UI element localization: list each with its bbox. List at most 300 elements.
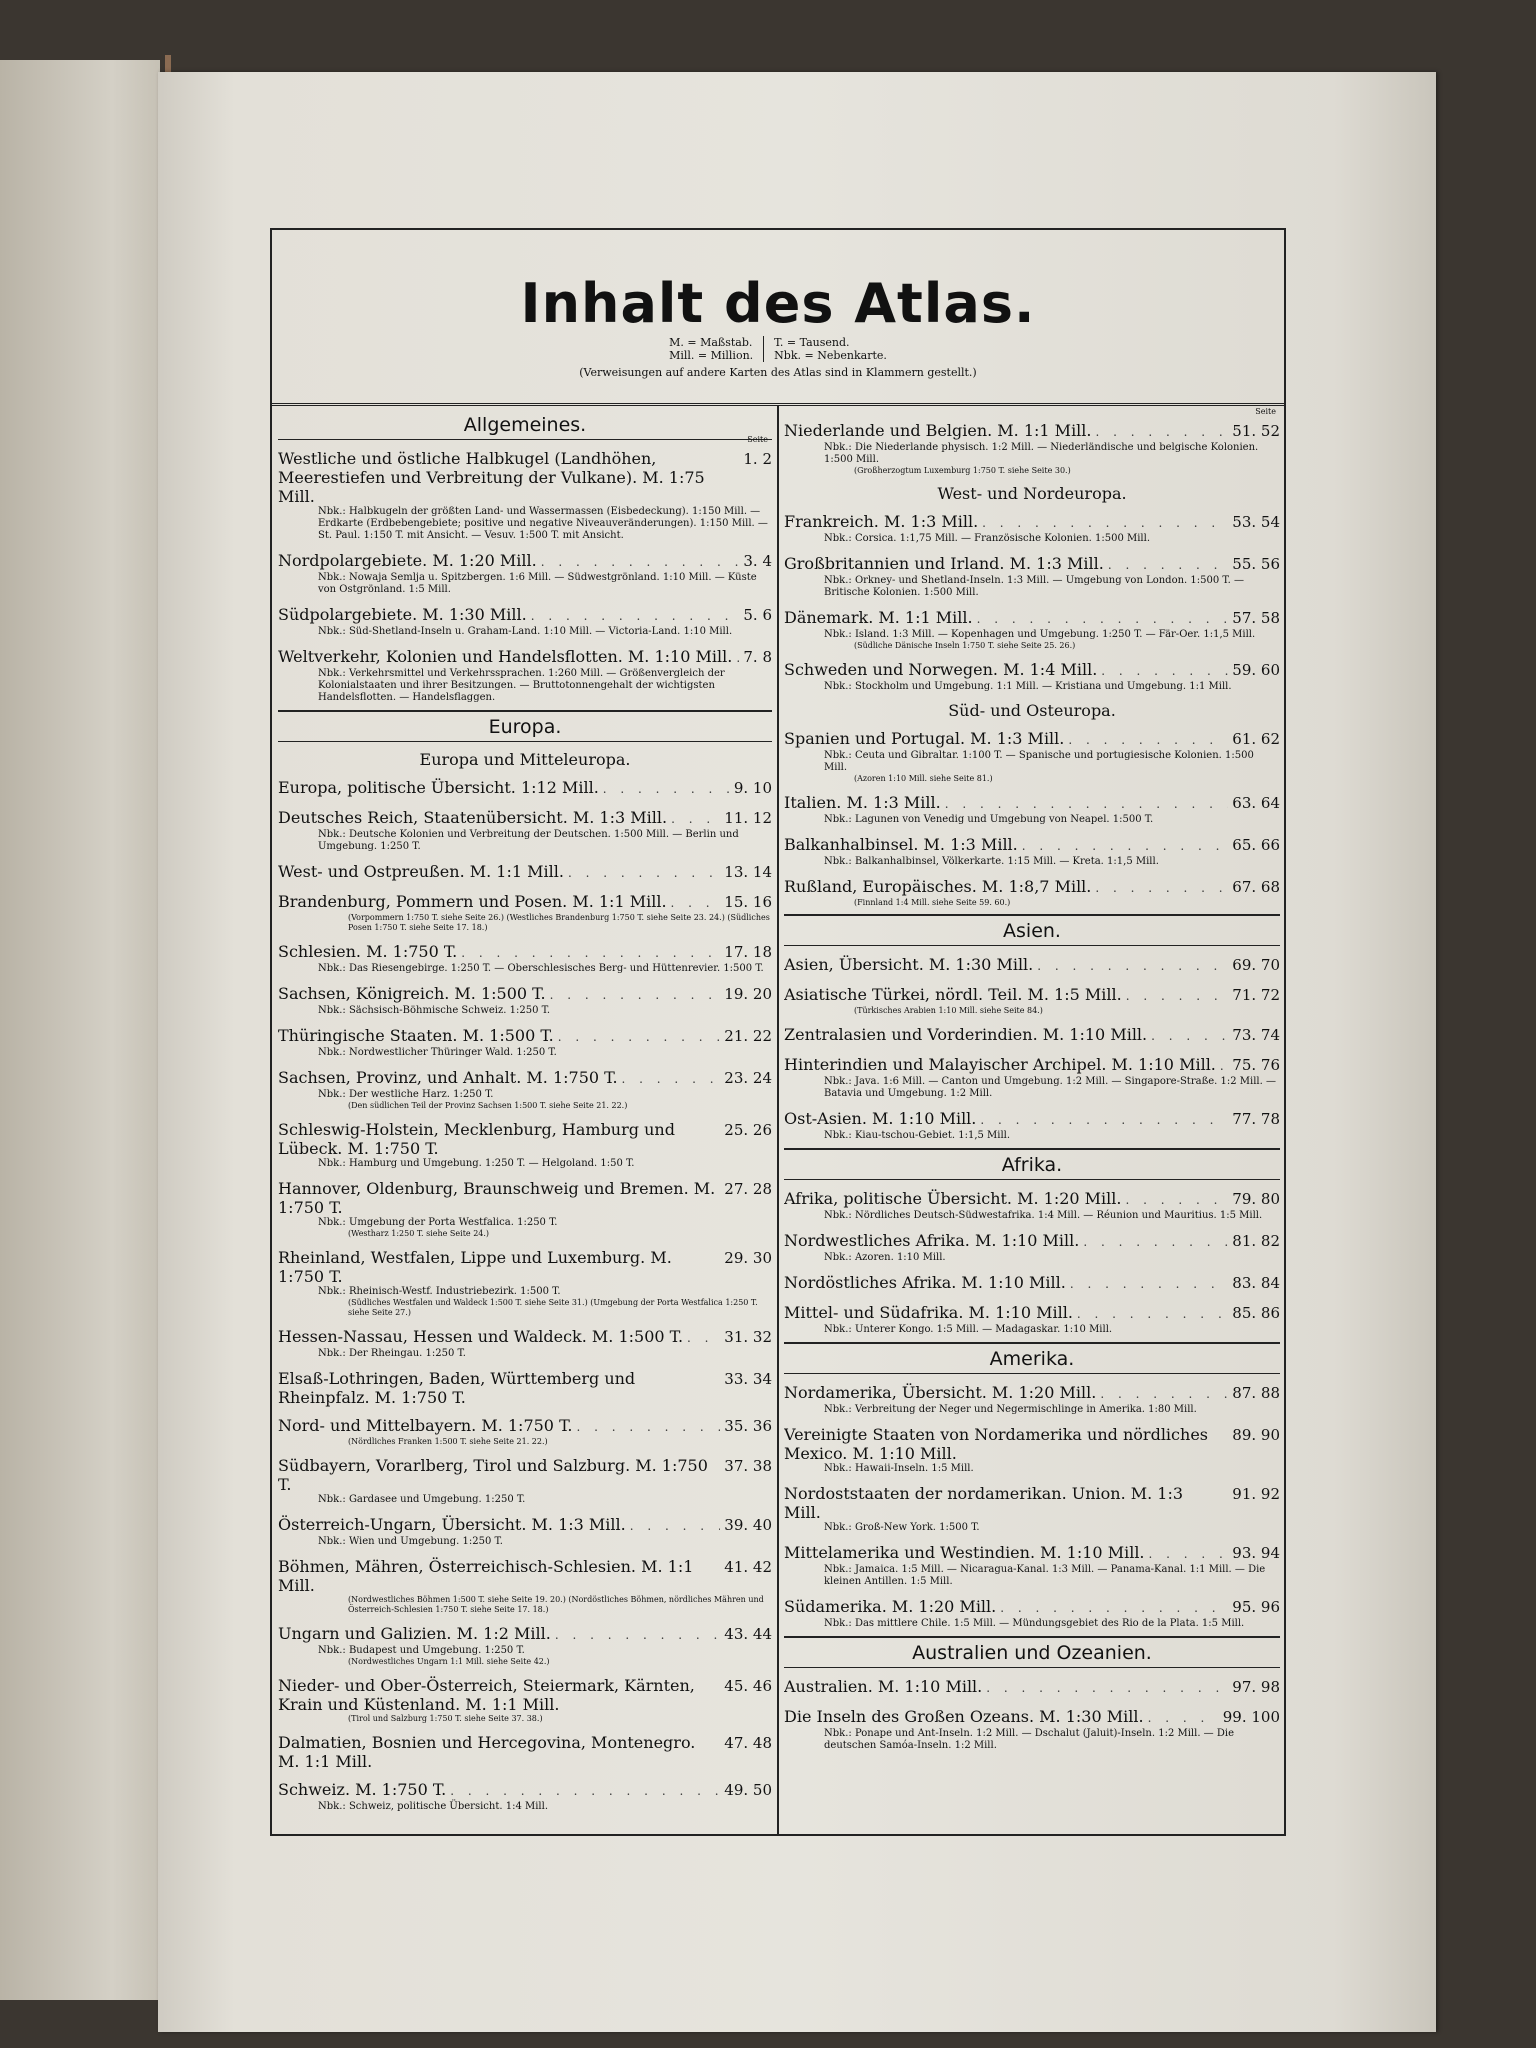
page-number: 25. 26 [724,1121,772,1139]
inset-map-note: Nbk.: Deutsche Kolonien und Verbreitung der Deutschen. 1:500 Mill. — Berlin und Umgebung. 1:250 T. [318,829,739,852]
entry-line [784,1273,1280,1294]
leader-dots [671,894,721,913]
entry-line [278,1456,772,1494]
page-number: 79. 80 [1232,1190,1280,1208]
page-number: 81. 82 [1232,1232,1280,1250]
contents-entry [784,407,1280,476]
inset-map-note: Nbk.: Ceuta und Gibraltar. 1:100 T. — Spanische und portugiesische Kolonien. 1:500 Mill. [824,750,1254,773]
page-number: 85. 86 [1232,1304,1280,1322]
entry-title: Westliche und östliche Halbkugel (Landhöhen, Meerestiefen und Verbreitung der Vulkane). M. 1:75 Mill. [278,449,705,506]
contents-entry [278,1369,772,1407]
contents-entry [784,554,1280,599]
right-column [784,406,1280,1752]
contents-entry [784,1484,1280,1534]
page-number: 65. 66 [1232,836,1280,854]
entry-title: Nordpolargebiete. M. 1:20 Mill. [278,551,537,570]
page-number: 23. 24 [724,1069,772,1087]
entry-title: Schweden und Norwegen. M. 1:4 Mill. [784,660,1098,679]
entry-title: Vereinigte Staaten von Nordamerika und nördliches Mexico. M. 1:10 Mill. [784,1425,1208,1463]
leader-dots [630,1517,721,1536]
entry-title: Europa, politische Übersicht. 1:12 Mill. [278,778,599,797]
entry-title: Hessen-Nassau, Hessen und Waldeck. M. 1:500 T. [278,1327,684,1346]
page-number: 13. 14 [724,863,772,881]
leader-dots [1126,987,1229,1006]
page-number: 3. 4 [743,552,772,570]
page-number: 53. 54 [1232,513,1280,531]
inset-map-note: Nbk.: Das mittlere Chile. 1:5 Mill. — Mündungsgebiet des Rio de la Plata. 1:5 Mill. [824,1618,1245,1629]
entry-line [278,1248,772,1286]
entry-list-australien [784,1677,1280,1752]
entry-line [278,778,772,799]
entry-title: Böhmen, Mähren, Österreichisch-Schlesien. M. 1:1 Mill. [278,1557,694,1595]
cross-reference-note: (Nordwestliches Ungarn 1:1 Mill. siehe Seite 42.) [348,1657,550,1666]
entry-line [278,1780,772,1801]
page-number: 63. 64 [1232,794,1280,812]
inset-map-note: Nbk.: Java. 1:6 Mill. — Canton und Umgebung. 1:2 Mill. — Singapore-Straße. 1:2 Mill. — Batavia und Umgebung. 1:2 Mill. [824,1076,1276,1099]
page-number: 37. 38 [724,1457,772,1475]
entry-list-allgemeines [278,435,772,704]
entry-list-west-nordeuropa [784,512,1280,693]
entry-list-sued-osteuropa [784,729,1280,908]
entry-title: Rußland, Europäisches. M. 1:8,7 Mill. [784,877,1092,896]
entry-title: Dalmatien, Bosnien und Hercegovina, Montenegro. M. 1:1 Mill. [278,1733,696,1771]
entry-line [278,862,772,883]
inset-map-note: Nbk.: Verkehrsmittel und Verkehrssprachen. 1:260 Mill. — Größenvergleich der Kolonialstaaten und ihrer Besitzungen. — Bruttotonnengehalt der wichtigsten Handelsflotten. — Handelsflaggen. [318,668,725,703]
seite-label: Seite [1255,407,1276,416]
contents-entry [278,1120,772,1170]
entry-line [784,1425,1280,1463]
entry-title: Elsaß-Lothringen, Baden, Württemberg und Rheinpfalz. M. 1:750 T. [278,1369,636,1407]
entry-title: Hinterindien und Malayischer Archipel. M. 1:10 Mill. [784,1055,1216,1074]
entry-line [784,608,1280,629]
cross-reference-note: (Vorpommern 1:750 T. siehe Seite 26.) (Westliches Brandenburg 1:750 T. siehe Seite 23. 24.) (Südliches Posen 1:750 T. siehe Seite 17. 18.) [348,913,770,932]
inset-map-note: Nbk.: Lagunen von Venedig und Umgebung von Neapel. 1:500 T. [824,814,1154,825]
contents-entry [278,605,772,638]
entry-title: Österreich-Ungarn, Übersicht. M. 1:3 Mill. [278,1515,626,1534]
entry-line [784,512,1280,533]
entry-line [278,1515,772,1536]
entry-line [278,1676,772,1714]
entry-line [784,793,1280,814]
leader-dots [1220,1057,1228,1076]
page-number: 71. 72 [1232,986,1280,1004]
reference-note: (Verweisungen auf andere Karten des Atlas sind in Klammern gestellt.) [579,366,977,379]
contents-entry [278,808,772,853]
entry-title: Zentralasien und Vorderindien. M. 1:10 Mill. [784,1025,1148,1044]
page-number: 57. 58 [1232,609,1280,627]
page-number: 61. 62 [1232,730,1280,748]
entry-line [278,984,772,1005]
contents-entry [784,793,1280,826]
inset-map-note: Nbk.: Corsica. 1:1,75 Mill. — Französische Kolonien. 1:500 Mill. [824,533,1151,544]
contents-entry [784,1231,1280,1264]
page-number: 95. 96 [1232,1598,1280,1616]
leader-dots [1100,1385,1228,1404]
contents-entry [278,1416,772,1447]
entry-title: Australien. M. 1:10 Mill. [784,1677,983,1696]
page-number: 51. 52 [1232,422,1280,440]
entry-line [278,1369,772,1407]
entry-title: Italien. M. 1:3 Mill. [784,793,941,812]
contents-entry [784,608,1280,651]
leader-dots [555,1626,720,1645]
page-number: 1. 2 [743,450,772,468]
inset-map-note: Nbk.: Wien und Umgebung. 1:250 T. [318,1536,503,1547]
contents-entry [784,1677,1280,1698]
contents-entry [784,985,1280,1016]
entry-line [784,1231,1280,1252]
entry-line [784,660,1280,681]
inset-map-note: Nbk.: Stockholm und Umgebung. 1:1 Mill. — Kristiana und Umgebung. 1:1 Mill. [824,681,1232,692]
contents-entry [784,1273,1280,1294]
contents-entry [278,1248,772,1318]
contents-entry [278,1733,772,1771]
contents-entry [278,1179,772,1239]
section-heading-allgemeines: Allgemeines. [278,406,772,440]
inset-map-note: Nbk.: Jamaica. 1:5 Mill. — Nicaragua-Kanal. 1:3 Mill. — Panama-Kanal. 1:1 Mill. — Die kleinen Antillen. 1:5 Mill. [824,1564,1266,1587]
entry-line [784,1484,1280,1522]
entry-title: Thüringische Staaten. M. 1:500 T. [278,1026,554,1045]
page-number: 9. 10 [733,779,772,797]
inset-map-note: Nbk.: Nördliches Deutsch-Südwestafrika. 1:4 Mill. — Réunion und Mauritius. 1:5 Mill. [824,1210,1263,1221]
page-number: 39. 40 [724,1516,772,1534]
abbreviation: Mill. = Million. [669,349,754,362]
page-number: 91. 92 [1232,1485,1280,1503]
contents-entry [784,1543,1280,1588]
cross-reference-note: (Azoren 1:10 Mill. siehe Seite 81.) [854,774,993,783]
entry-line [278,1068,772,1089]
leader-dots [1108,556,1228,575]
leader-dots [1151,1027,1228,1046]
leader-dots [1077,1305,1228,1324]
entry-title: West- und Ostpreußen. M. 1:1 Mill. [278,862,564,881]
leader-dots [1101,662,1228,681]
contents-entry [784,1303,1280,1336]
entry-title: Hannover, Oldenburg, Braunschweig und Bremen. M. 1:750 T. [278,1179,716,1217]
entry-title: Nordwestliches Afrika. M. 1:10 Mill. [784,1231,1080,1250]
book-left-page [0,60,160,2000]
entry-list-amerika [784,1383,1280,1630]
contents-entry [784,1025,1280,1046]
leader-dots [1095,879,1228,898]
contents-entry [278,1624,772,1667]
contents-entry [784,1597,1280,1630]
leader-dots [1070,1275,1228,1294]
inset-map-note: Nbk.: Verbreitung der Neger und Negermischlinge in Amerika. 1:80 Mill. [824,1404,1197,1415]
entry-line [784,1303,1280,1324]
column-divider [777,406,779,1834]
contents-header [272,230,1284,406]
contents-entry [784,1383,1280,1416]
cross-reference-note: (Südliche Dänische Inseln 1:750 T. siehe Seite 25. 26.) [854,641,1076,650]
inset-map-note: Nbk.: Orkney- und Shetland-Inseln. 1:3 Mill. — Umgebung von London. 1:500 T. — Britische Kolonien. 1:500 Mill. [824,575,1244,598]
cross-reference-note: (Nordwestliches Böhmen 1:500 T. siehe Seite 19. 20.) (Nordöstliches Böhmen, nördliches Mähren und Österreich-Schlesien 1:750 T. siehe Seite 17. 18.) [348,1595,764,1614]
leader-dots [687,1329,720,1348]
inset-map-note: Nbk.: Nordwestlicher Thüringer Wald. 1:250 T. [318,1047,557,1058]
entry-title: Schleswig-Holstein, Mecklenburg, Hamburg und Lübeck. M. 1:750 T. [278,1120,675,1158]
entry-list-asien [784,955,1280,1142]
entry-line [784,1677,1280,1698]
cross-reference-note: (Tirol und Salzburg 1:750 T. siehe Seite 37. 38.) [348,1714,543,1723]
contents-entry [278,892,772,933]
page-number: 49. 50 [724,1781,772,1799]
contents-entry [278,942,772,975]
page-number: 45. 46 [724,1677,772,1695]
contents-entry [278,435,772,542]
entry-list-afrika [784,1189,1280,1336]
entry-title: Rheinland, Westfalen, Lippe und Luxemburg. M. 1:750 T. [278,1248,672,1286]
contents-frame [270,228,1286,1836]
inset-map-note: Nbk.: Kiau-tschou-Gebiet. 1:1,5 Mill. [824,1130,1011,1141]
contents-entry [278,1515,772,1548]
entry-title: Sachsen, Königreich. M. 1:500 T. [278,984,546,1003]
page-number: 73. 74 [1232,1026,1280,1044]
leader-dots [450,1782,720,1801]
contents-entry [784,1425,1280,1475]
entry-line [278,1416,772,1437]
leader-dots [977,610,1229,629]
leader-dots [541,553,740,572]
entry-line [784,421,1280,442]
contents-entry [278,1676,772,1724]
section-heading-afrika: Afrika. [784,1148,1280,1180]
entry-line [278,1120,772,1158]
abbreviation-legend [272,336,1284,362]
entry-line [278,605,772,626]
page-number: 17. 18 [724,943,772,961]
entry-line [784,1597,1280,1618]
entry-title: Ungarn und Galizien. M. 1:2 Mill. [278,1624,551,1643]
seite-label: Seite [747,435,768,444]
contents-entry [278,862,772,883]
abbreviation: T. = Tausend. [774,336,850,349]
contents-entry [278,984,772,1017]
leader-dots [1125,1191,1228,1210]
entry-title: Balkanhalbinsel. M. 1:3 Mill. [784,835,1018,854]
inset-map-note: Nbk.: Schweiz, politische Übersicht. 1:4 Mill. [318,1801,548,1812]
page-number: 29. 30 [724,1249,772,1267]
inset-map-note: Nbk.: Gardasee und Umgebung. 1:250 T. [318,1494,526,1505]
entry-line [784,1383,1280,1404]
leader-dots [568,864,720,883]
abbreviation-legend-left [659,336,764,362]
entry-title: Brandenburg, Pommern und Posen. M. 1:1 Mill. [278,892,667,911]
page-number: 41. 42 [724,1558,772,1576]
entry-title: Asien, Übersicht. M. 1:30 Mill. [784,955,1034,974]
entry-title: Niederlande und Belgien. M. 1:1 Mill. [784,421,1092,440]
page-number: 83. 84 [1232,1274,1280,1292]
subheading-europa-mitteleuropa: Europa und Mitteleuropa. [419,750,631,769]
section-heading-europa: Europa. [278,710,772,742]
cross-reference-note: (Finnland 1:4 Mill. siehe Seite 59. 60.) [854,898,1011,907]
abbreviation-legend-right [764,336,897,362]
page-number: 75. 76 [1232,1056,1280,1074]
page-number: 31. 32 [724,1328,772,1346]
page-number: 7. 8 [743,648,772,666]
inset-map-note: Nbk.: Rheinisch-Westf. Industriebezirk. 1:500 T. [318,1286,561,1297]
leader-dots [1148,1709,1219,1728]
contents-entry [784,1189,1280,1222]
contents-entry [278,1557,772,1615]
inset-map-note: Nbk.: Die Niederlande physisch. 1:2 Mill. — Niederländische und belgische Kolonien. 1:500 Mill. [824,442,1259,465]
contents-entry [784,835,1280,868]
inset-map-note: Nbk.: Groß-New York. 1:500 T. [824,1522,980,1533]
inset-map-note: Nbk.: Hamburg und Umgebung. 1:250 T. — Helgoland. 1:50 T. [318,1158,635,1169]
entry-line [278,1557,772,1595]
section-heading-australien: Australien und Ozeanien. [784,1636,1280,1668]
page-number: 21. 22 [724,1027,772,1045]
cross-reference-note: (Südliches Westfalen und Waldeck 1:500 T. siehe Seite 31.) (Umgebung der Porta Westfalica 1:250 T. siehe Seite 27.) [348,1298,758,1317]
inset-map-note: Nbk.: Balkanhalbinsel, Völkerkarte. 1:15 Mill. — Kreta. 1:1,5 Mill. [824,856,1159,867]
page-number: 19. 20 [724,985,772,1003]
leader-dots [558,1028,721,1047]
entry-line [278,449,772,506]
leader-dots [622,1070,721,1089]
entry-line [278,1733,772,1771]
entry-title: Mittel- und Südafrika. M. 1:10 Mill. [784,1303,1073,1322]
contents-entry [784,1109,1280,1142]
cross-reference-note: (Großherzogtum Luxemburg 1:750 T. siehe Seite 30.) [854,466,1071,475]
entry-line [278,808,772,829]
leader-dots [1068,731,1228,750]
entry-title: Weltverkehr, Kolonien und Handelsflotten. M. 1:10 Mill. [278,647,733,666]
entry-line [278,1026,772,1047]
inset-map-note: Nbk.: Ponape und Ant-Inseln. 1:2 Mill. — Dschalut (Jaluit)-Inseln. 1:2 Mill. — Die deutschen Samóa-Inseln. 1:2 Mill. [824,1728,1234,1751]
inset-map-note: Nbk.: Azoren. 1:10 Mill. [824,1252,946,1263]
page-number: 47. 48 [724,1734,772,1752]
inset-map-note: Nbk.: Budapest und Umgebung. 1:250 T. [318,1645,525,1656]
leader-dots [982,514,1228,533]
entry-title: Schweiz. M. 1:750 T. [278,1780,447,1799]
entry-title: Ost-Asien. M. 1:10 Mill. [784,1109,977,1128]
subheading-sued-osteuropa: Süd- und Osteuropa. [948,701,1116,720]
leader-dots [1037,957,1228,976]
contents-entry [278,1456,772,1506]
inset-map-note: Nbk.: Der westliche Harz. 1:250 T. [318,1089,494,1100]
page-number: 5. 6 [743,606,772,624]
leader-dots [1022,837,1229,856]
leader-dots [1096,423,1229,442]
page-number: 27. 28 [724,1180,772,1198]
contents-entry [784,955,1280,976]
inset-map-note: Nbk.: Hawaii-Inseln. 1:5 Mill. [824,1463,974,1474]
cross-reference-note: (Westharz 1:250 T. siehe Seite 24.) [348,1229,490,1238]
contents-entry [278,647,772,704]
leader-dots [1000,1599,1228,1618]
inset-map-note: Nbk.: Süd-Shetland-Inseln u. Graham-Land. 1:10 Mill. — Victoria-Land. 1:10 Mill. [318,626,733,637]
entry-line [278,551,772,572]
entry-title: Südbayern, Vorarlberg, Tirol und Salzburg. M. 1:750 T. [278,1456,708,1494]
inset-map-note: Nbk.: Der Rheingau. 1:250 T. [318,1348,466,1359]
contents-entry [784,512,1280,545]
page-number: 97. 98 [1232,1678,1280,1696]
page-number: 89. 90 [1232,1426,1280,1444]
contents-entry [278,1068,772,1111]
contents-entry [784,1055,1280,1100]
entry-title: Schlesien. M. 1:750 T. [278,942,458,961]
inset-map-note: Nbk.: Island. 1:3 Mill. — Kopenhagen und Umgebung. 1:250 T. — Fär-Oer. 1:1,5 Mill. [824,629,1256,640]
inset-map-note: Nbk.: Halbkugeln der größten Land- und Wassermassen (Eisbedeckung). 1:150 Mill. — Erdkarte (Erdbebengebiete; positive und negative Niveauveränderungen). 1:150 Mill. — St. Paul. 1:150 T. mit Ansicht. — Vesuv. 1:500 T. mit Ansicht. [318,506,768,541]
entry-line [278,892,772,913]
abbreviation: Nbk. = Nebenkarte. [774,349,887,362]
entry-line [784,1025,1280,1046]
contents-entry [784,729,1280,784]
entry-title: Nordöstliches Afrika. M. 1:10 Mill. [784,1273,1066,1292]
cross-reference-note: (Den südlichen Teil der Provinz Sachsen 1:500 T. siehe Seite 21. 22.) [348,1101,628,1110]
entry-title: Nordamerika, Übersicht. M. 1:20 Mill. [784,1383,1097,1402]
page-number: 93. 94 [1232,1544,1280,1562]
entry-line [278,1179,772,1217]
inset-map-note: Nbk.: Unterer Kongo. 1:5 Mill. — Madagaskar. 1:10 Mill. [824,1324,1113,1335]
page-number: 77. 78 [1232,1110,1280,1128]
entry-line [278,1624,772,1645]
entry-line [784,1109,1280,1130]
entry-list-europa [278,778,772,1813]
leader-dots [531,607,740,626]
entry-title: Südamerika. M. 1:20 Mill. [784,1597,997,1616]
leader-dots [986,1679,1228,1698]
inset-map-note: Nbk.: Nowaja Semlja u. Spitzbergen. 1:6 Mill. — Südwestgrönland. 1:10 Mill. — Küste von Ostgrönland. 1:5 Mill. [318,572,757,595]
entry-title: Mittelamerika und Westindien. M. 1:10 Mill. [784,1543,1145,1562]
entry-title: Spanien und Portugal. M. 1:3 Mill. [784,729,1065,748]
entry-list-niederlande [784,406,1280,476]
entry-line [784,835,1280,856]
entry-line [784,955,1280,976]
cross-reference-note: (Türkisches Arabien 1:10 Mill. siehe Seite 84.) [854,1006,1043,1015]
entry-title: Frankreich. M. 1:3 Mill. [784,512,979,531]
inset-map-note: Nbk.: Das Riesengebirge. 1:250 T. — Oberschlesisches Berg- und Hüttenrevier. 1:500 T. [318,963,764,974]
entry-title: Die Inseln des Großen Ozeans. M. 1:30 Mill. [784,1707,1144,1726]
page-number: 35. 36 [724,1417,772,1435]
page-number: 11. 12 [724,809,772,827]
page-title: Inhalt des Atlas. [520,272,1036,335]
entry-title: Nieder- und Ober-Österreich, Steiermark, Kärnten, Krain und Küstenland. M. 1:1 Mill. [278,1676,695,1714]
entry-title: Großbritannien und Irland. M. 1:3 Mill. [784,554,1104,573]
entry-title: Dänemark. M. 1:1 Mill. [784,608,973,627]
page-number: 99. 100 [1222,1708,1280,1726]
entry-title: Nordoststaaten der nordamerikan. Union. M. 1:3 Mill. [784,1484,1184,1522]
contents-entry [784,1707,1280,1752]
leader-dots [671,810,720,829]
leader-dots [1149,1545,1229,1564]
entry-line [784,1543,1280,1564]
page-number: 33. 34 [724,1370,772,1388]
contents-entry [278,1327,772,1360]
contents-entry [784,877,1280,908]
leader-dots [980,1111,1228,1130]
leader-dots [736,649,739,668]
page-number: 43. 44 [724,1625,772,1643]
entry-line [784,1707,1280,1728]
inset-map-note: Nbk.: Umgebung der Porta Westfalica. 1:250 T. [318,1217,558,1228]
contents-entry [278,1026,772,1059]
left-column [278,406,772,1813]
page-number: 15. 16 [724,893,772,911]
contents-entry [278,551,772,596]
entry-title: Afrika, politische Übersicht. M. 1:20 Mill. [784,1189,1122,1208]
contents-entry [278,778,772,799]
entry-title: Südpolargebiete. M. 1:30 Mill. [278,605,527,624]
leader-dots [945,795,1229,814]
inset-map-note: Nbk.: Sächsisch-Böhmische Schweiz. 1:250 T. [318,1005,551,1016]
entry-title: Nord- und Mittelbayern. M. 1:750 T. [278,1416,573,1435]
entry-line [784,729,1280,750]
page-number: 69. 70 [1232,956,1280,974]
page-number: 59. 60 [1232,661,1280,679]
entry-line [784,1189,1280,1210]
leader-dots [550,986,721,1005]
entry-line [278,1327,772,1348]
